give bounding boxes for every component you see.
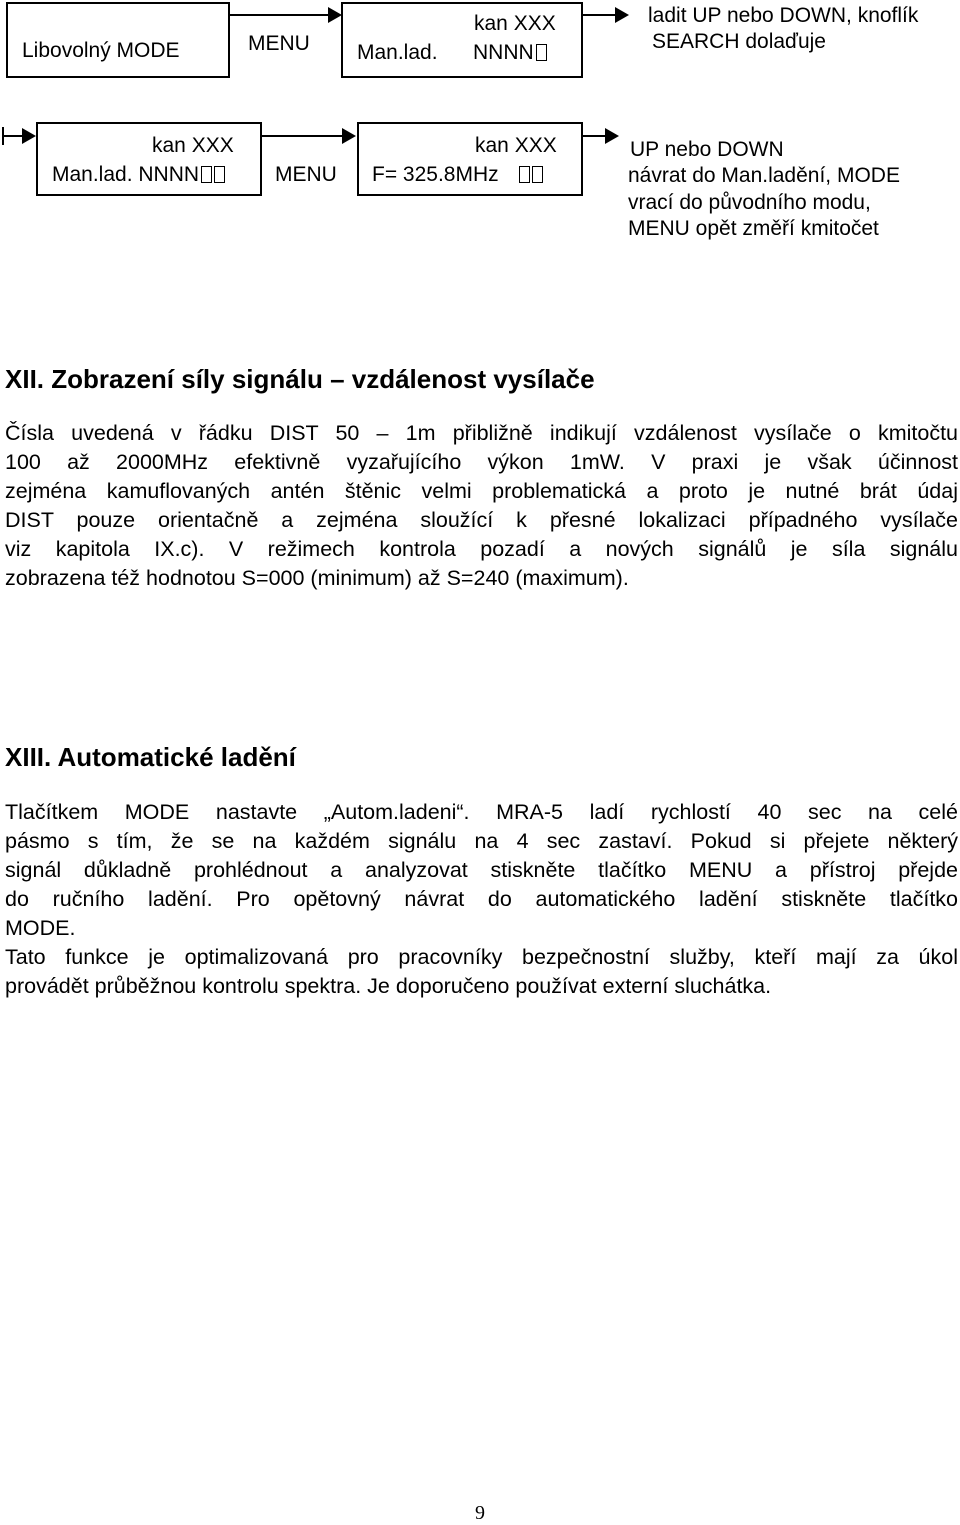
left-box-channel: kan XXX <box>152 134 234 157</box>
indicator-icon <box>532 166 543 183</box>
menu-label-2: MENU <box>275 163 337 186</box>
paragraph-line: DIST pouze orientačně a zejména sloužící k přesné lokalizaci případného vysílače <box>5 508 958 532</box>
paragraph-line: zejména kamuflovaných antén štěnic velmi problematická a proto je nutné brát údaj <box>5 479 958 503</box>
note-2-line-2: návrat do Man.ladění, MODE <box>628 164 900 187</box>
note-2-line-3: vrací do původního modu, <box>628 191 871 214</box>
paragraph-line: viz kapitola IX.c). V režimech kontrola pozadí a nových signálů je síla signálu <box>5 537 958 561</box>
paragraph-line: 100 až 2000MHz efektivně vyzařujícího výkon 1mW. V praxi je však účinnost <box>5 450 958 474</box>
paragraph-line: do ručního ladění. Pro opětovný návrat do automatického ladění stiskněte tlačítko <box>5 887 958 911</box>
section-12-paragraph <box>5 419 958 593</box>
arrow-to-note-2 <box>583 135 617 137</box>
indicator-icon <box>519 166 530 183</box>
paragraph-line: signál důkladně prohlédnout a analyzovat stiskněte tlačítko MENU a přístroj přejde <box>5 858 958 882</box>
section-12-heading: XII. Zobrazení síly signálu – vzdálenost vysílače <box>5 364 595 394</box>
page-number: 9 <box>475 1502 485 1524</box>
arrow-to-freq-box <box>262 135 354 137</box>
note-2-line-4: MENU opět změří kmitočet <box>628 217 879 240</box>
paragraph-line: Tlačítkem MODE nastavte „Autom.ladeni“. MRA-5 ladí rychlostí 40 sec na celé <box>5 800 958 824</box>
paragraph-line: zobrazena též hodnotou S=000 (minimum) až S=240 (maximum). <box>5 566 629 590</box>
note-2-line-1: UP nebo DOWN <box>630 138 784 161</box>
paragraph-line: MODE. <box>5 916 76 940</box>
arrow-to-note-1 <box>583 14 627 16</box>
paragraph-line: Tato funkce je optimalizovaná pro pracovníky bezpečnostní služby, kteří mají za úkol <box>5 945 958 969</box>
arrow-to-manlad-box <box>230 14 340 16</box>
paragraph-line: provádět průběžnou kontrolu spektra. Je doporučeno používat externí sluchátka. <box>5 974 772 998</box>
arrow-into-left-box <box>2 135 34 137</box>
paragraph-line: pásmo s tím, že se na každém signálu na 4 sec zastaví. Pokud si přejete některý <box>5 829 958 853</box>
freq-box-value: F= 325.8MHz <box>372 162 543 188</box>
menu-label-1: MENU <box>248 32 310 55</box>
note-1-line-1: ladit UP nebo DOWN, knoflík <box>648 4 919 27</box>
manual-tuning-channel: kan XXX <box>474 12 556 35</box>
manual-tuning-value: NNNN <box>473 40 547 66</box>
section-13-heading: XIII. Automatické ladění <box>5 742 296 772</box>
section-13-paragraph <box>5 798 958 1001</box>
indicator-icon <box>536 44 547 61</box>
freq-box-channel: kan XXX <box>475 134 557 157</box>
paragraph-line: Čísla uvedená v řádku DIST 50 – 1m přibližně indikují vzdálenost vysílače o kmitočtu <box>5 421 958 445</box>
indicator-icon <box>214 166 225 183</box>
note-1-line-2: SEARCH dolaďuje <box>652 30 826 53</box>
any-mode-label: Libovolný MODE <box>22 39 180 62</box>
left-box-value: Man.lad. NNNN <box>52 162 225 188</box>
indicator-icon <box>201 166 212 183</box>
manual-tuning-mode: Man.lad. <box>357 41 438 64</box>
